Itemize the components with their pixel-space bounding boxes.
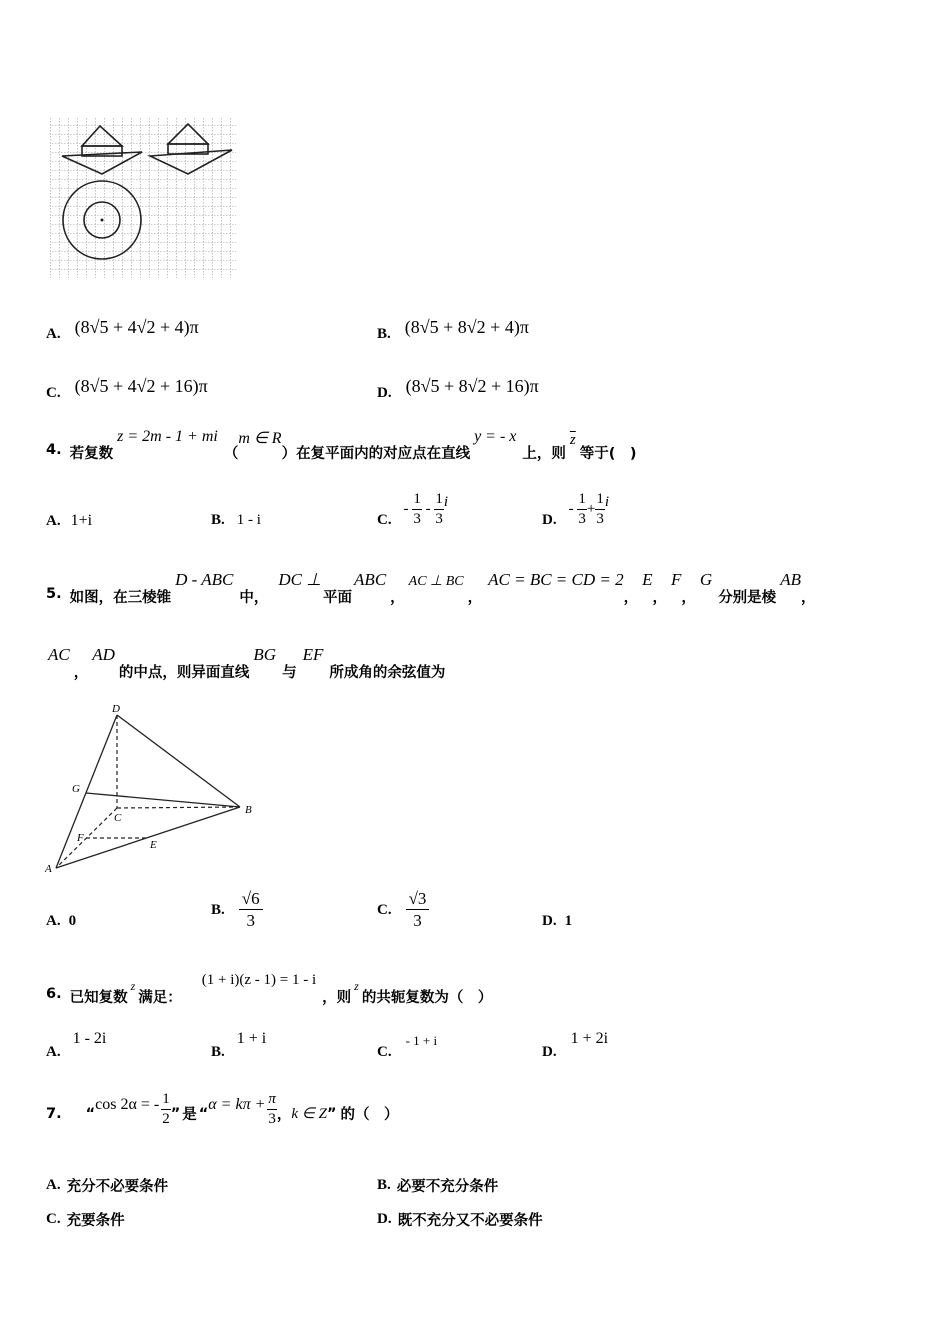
option-expression: - $\frac{1}{3}$ + $\frac{1}{3}$ i: [568, 491, 609, 527]
option-label: C.: [377, 902, 392, 918]
option-label: C.: [377, 1044, 392, 1060]
option-expression: (8√5 + 8√2 + 4)π: [404, 317, 529, 337]
option-label: D.: [542, 512, 557, 528]
option-expression: 1 + i: [236, 1030, 267, 1047]
q7-option-d[interactable]: [377, 1209, 543, 1230]
option-expression: 1 - 2i: [72, 1030, 107, 1047]
option-label: D.: [377, 1211, 392, 1227]
option-fraction: $\frac{√6}{3}$: [239, 890, 263, 929]
q6-option-b[interactable]: [211, 1030, 266, 1061]
option-label: B.: [211, 1044, 225, 1060]
math-expression: y = - x: [474, 428, 517, 445]
q6-stem: 6. 已知复数 z 满足： (1 + i)(z - 1) = 1 - i ，则 z 的共轭复数为（ ）: [46, 972, 493, 1006]
vertex-label-e: E: [150, 839, 157, 851]
option-fraction: $\frac{√3}{3}$: [406, 890, 430, 929]
option-text: 必要不充分条件: [396, 1179, 499, 1195]
option-label: D.: [542, 1044, 557, 1060]
q6-option-c[interactable]: [377, 1030, 437, 1061]
option-label: B.: [377, 326, 391, 342]
math-z-conjugate: $\overline{z}$: [569, 432, 576, 448]
option-expression: 1 + 2i: [570, 1030, 609, 1047]
option-label: B.: [377, 1177, 391, 1193]
q3-option-a[interactable]: [46, 312, 199, 343]
vertex-label-a: A: [45, 863, 52, 875]
option-label: C.: [377, 512, 392, 528]
math-expression: m ∈ R: [238, 430, 282, 447]
q3-option-b[interactable]: [377, 312, 529, 343]
option-label: A.: [46, 326, 61, 342]
q4-option-b[interactable]: [211, 512, 261, 529]
q4-stem: 4. 若复数 z = 2m - 1 + mi （ m ∈ R ）在复平面内的对应点在直线 y = - x 上，则 $\overline{z}$ 等于( ): [46, 428, 637, 462]
option-label: A.: [46, 1177, 61, 1193]
option-label: A.: [46, 512, 61, 529]
math-expression: z = 2m - 1 + mi: [117, 428, 218, 445]
option-expression: 1 - i: [236, 512, 261, 528]
q4-option-a[interactable]: [46, 512, 92, 530]
option-text: 既不充分又不必要条件: [397, 1213, 543, 1229]
option-label: A.: [46, 1044, 61, 1060]
q3-option-c[interactable]: [46, 371, 208, 402]
option-label: B.: [211, 512, 225, 528]
q5-option-b[interactable]: [211, 890, 263, 929]
option-expression: (8√5 + 4√2 + 16)π: [74, 376, 208, 396]
option-expression: (8√5 + 4√2 + 4)π: [74, 317, 199, 337]
q7-option-c[interactable]: [46, 1209, 125, 1230]
vertex-label-c: C: [114, 812, 122, 824]
vertex-label-d: D: [112, 703, 120, 715]
vertex-label-b: B: [245, 804, 252, 816]
option-expression: 1+i: [70, 512, 93, 529]
tetrahedron-figure: [40, 700, 270, 880]
option-label: D.: [377, 385, 392, 401]
option-text: 充分不必要条件: [66, 1179, 169, 1195]
option-label: D.: [542, 913, 557, 929]
option-label: A.: [46, 913, 61, 929]
option-label: C.: [46, 385, 61, 401]
q4-option-d[interactable]: [542, 490, 609, 529]
q5-stem-line1: 5. 如图，在三棱锥 D - ABC 中， DC ⊥ 平面 ABC ， AC ⊥ BC ， AC = BC = CD = 2 ， E ， F ， G 分别是棱 AB ，: [46, 570, 816, 606]
option-expression: 0: [68, 913, 77, 929]
q4-option-c[interactable]: [377, 490, 448, 529]
option-expression: (8√5 + 8√2 + 16)π: [405, 376, 539, 396]
option-label: B.: [211, 902, 225, 918]
question-number: 5.: [46, 586, 62, 602]
q3-option-d[interactable]: [377, 371, 539, 402]
q7-stem: 7. “ cos 2α = - $\frac{1}{2}$ ” 是 “ α = kπ + $\frac{\pi}{3}$ ， k ∈ Z ” 的（ ）: [46, 1091, 399, 1127]
q5-stem-line2: AC ， AD 的中点，则异面直线 BG 与 EF 所成角的余弦值为: [48, 645, 446, 681]
q5-option-a[interactable]: [46, 913, 76, 930]
q5-option-d[interactable]: [542, 913, 572, 930]
q7-option-b[interactable]: [377, 1175, 498, 1196]
question-number: 6.: [46, 986, 62, 1002]
option-text: 充要条件: [66, 1213, 125, 1229]
q7-option-a[interactable]: [46, 1175, 168, 1196]
vertex-label-f: F: [77, 832, 84, 844]
option-expression: 1: [564, 913, 573, 929]
option-label: C.: [46, 1211, 61, 1227]
question-number: 4.: [46, 442, 62, 458]
three-view-figure: [46, 112, 242, 284]
question-number: 7.: [46, 1105, 62, 1122]
vertex-label-g: G: [72, 783, 80, 795]
q6-option-a[interactable]: [46, 1030, 106, 1061]
q6-option-d[interactable]: [542, 1030, 608, 1061]
option-expression: - $\frac{1}{3}$ - $\frac{1}{3}$ i: [403, 491, 449, 527]
q5-option-c[interactable]: [377, 890, 429, 929]
option-expression: - 1 + i: [405, 1033, 438, 1048]
